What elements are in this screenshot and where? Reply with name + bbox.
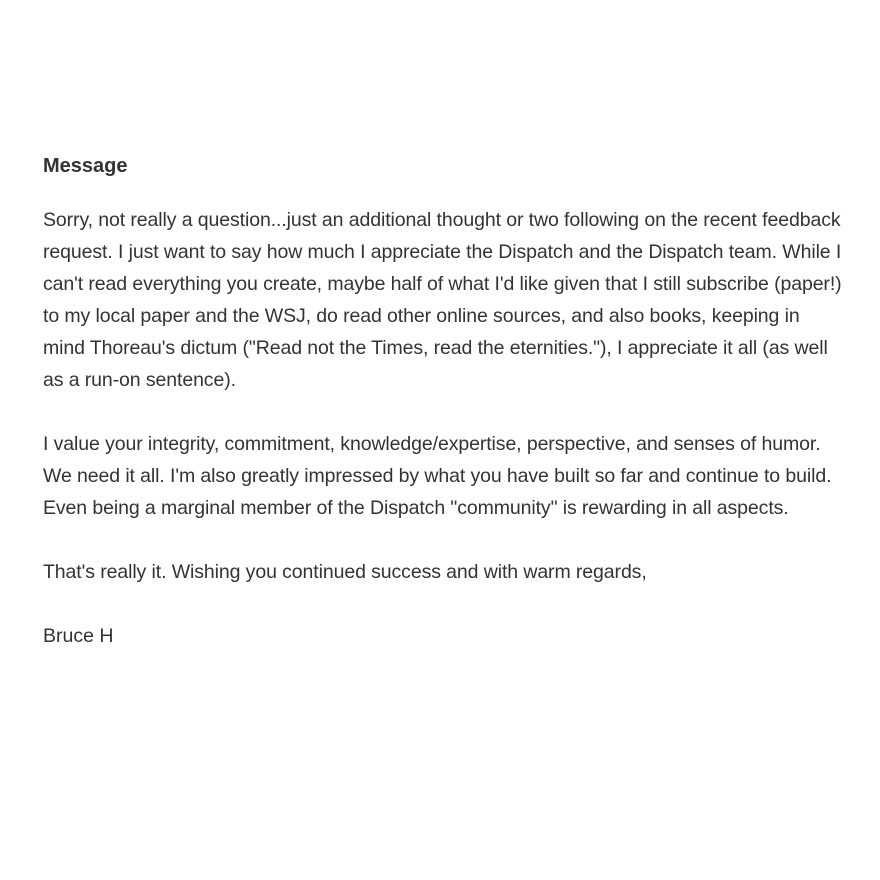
- message-paragraph-2: I value your integrity, commitment, knowledge/expertise, perspective, and senses of humor. We need it all. I'm also greatly impressed by what you have built so far and continue to build. Even being a marginal member of the Dispatch "community" is rewarding in all aspects.: [43, 433, 832, 519]
- message-section: [43, 152, 843, 652]
- message-heading: Message: [43, 155, 128, 177]
- message-paragraph-3: That's really it. Wishing you continued success and with warm regards,: [43, 561, 647, 583]
- message-paragraph-1: Sorry, not really a question...just an additional thought or two following on the recent feedback request. I just want to say how much I appreciate the Dispatch and the Dispatch team. While I can't read everything you create, maybe half of what I'd like given that I still subscribe (paper!) to my local paper and the WSJ, do read other online sources, and also books, keeping in mind Thoreau's dictum ("Read not the Times, read the eternities."), I appreciate it all (as well as a run-on sentence).: [43, 209, 842, 391]
- message-signature: Bruce H: [43, 625, 114, 647]
